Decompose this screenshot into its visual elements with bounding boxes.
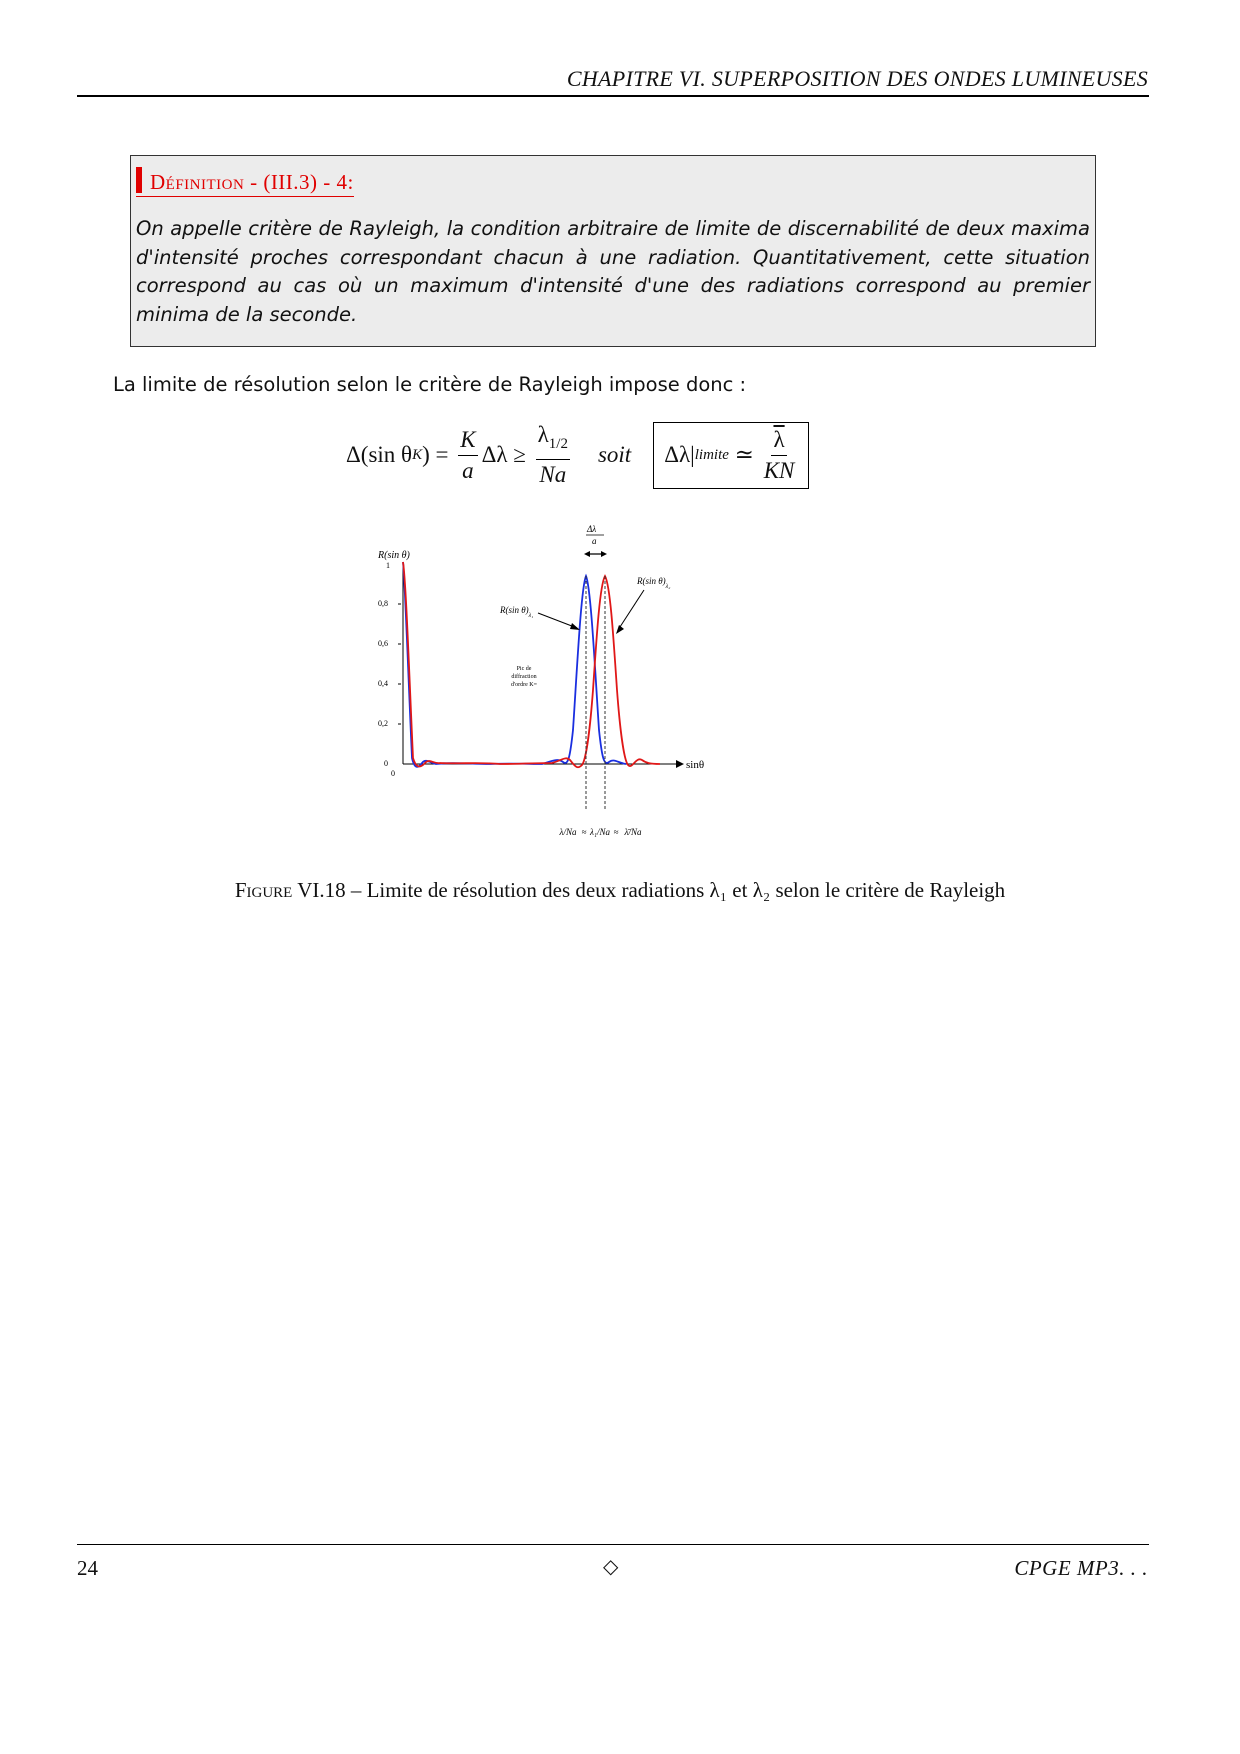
- eq-fraction-2: [536, 422, 570, 488]
- eq-fraction-3: [764, 427, 795, 484]
- svg-text:≈: ≈: [581, 827, 587, 837]
- chapter-header: CHAPITRE VI. SUPERPOSITION DES ONDES LUMINEUSES: [566, 66, 1148, 91]
- peak-annotation: [511, 666, 538, 688]
- svg-text:diffraction: diffraction: [511, 674, 537, 680]
- diamond-icon: ◇: [603, 1556, 619, 1578]
- rayleigh-figure: [370, 520, 760, 855]
- svg-text:Pic de: Pic de: [516, 666, 532, 672]
- eq-boxed-lhs: Δλ|: [664, 442, 695, 467]
- eq-soit: soit: [597, 442, 632, 467]
- eq-boxed-sub: limite: [694, 446, 729, 463]
- definition-label: Définition: [150, 170, 245, 194]
- svg-text:λ/Na: λ/Na: [559, 827, 577, 837]
- pointer-lambda2-icon: [616, 625, 624, 634]
- arrow-left-icon: [584, 551, 590, 557]
- svg-text:λ̄/Na: λ̄/Na: [624, 827, 642, 837]
- eq-lhs: Δ(sin θ: [346, 442, 413, 467]
- label-lambda2: R(sin $\theta)_{\lambda_2}$: [637, 576, 671, 590]
- caption-label: Figure VI.18: [234, 878, 346, 902]
- eq-frac2-num-sub: 1/2: [548, 436, 568, 452]
- x-origin-label: 0: [391, 769, 395, 778]
- x-axis-arrow-icon: [676, 760, 684, 768]
- pointer-lambda2: [618, 590, 644, 630]
- eq-boxed-rel: ≃: [728, 442, 760, 467]
- pointer-lambda1-icon: [570, 623, 580, 630]
- eq-frac2-num: λ: [537, 422, 549, 447]
- y-tick-label: 0,8: [378, 599, 388, 608]
- footer-rule: [77, 1544, 1149, 1545]
- curve-lambda2: [403, 562, 660, 767]
- header-rule: [77, 95, 1149, 97]
- intro-paragraph: La limite de résolution selon le critère de Rayleigh impose donc :: [113, 373, 747, 396]
- eq-frac2-num-wrap: [536, 422, 570, 460]
- y-ticks: [378, 561, 401, 768]
- label-lambda1: R(sin $\theta)_{\lambda_1}$: [500, 605, 534, 619]
- figure-caption: [0, 878, 1240, 903]
- y-tick-label: 0,2: [378, 719, 388, 728]
- arrow-right-icon: [601, 551, 607, 557]
- eq-fraction-1: [458, 427, 477, 484]
- eq-mid: Δλ ≥: [481, 442, 532, 467]
- eq-boxed-result: [653, 422, 809, 489]
- eq-frac1-num: K: [458, 427, 477, 456]
- y-tick-label: 0,4: [378, 679, 388, 688]
- y-tick-label: 1: [386, 561, 390, 570]
- delta-label-den: a: [592, 536, 597, 546]
- eq-frac1-den: a: [462, 457, 474, 483]
- page-number: 24: [77, 1556, 98, 1580]
- y-axis-label: R(sin θ): [378, 550, 410, 561]
- svg-text:≈: ≈: [613, 827, 619, 837]
- definition-title: [136, 170, 354, 197]
- definition-text: On appelle critère de Rayleigh, la condition arbitraire de limite de discernabilité de deux maxima d'intensité proches correspondant chacun à une radiation. Quantitativement, cette situation correspond au cas où un maximum d'intensité d'une des radiations correspond au premier minima de la seconde.: [136, 217, 1090, 326]
- rayleigh-equation: [346, 420, 809, 490]
- svg-text:d'ordre K=: d'ordre K=: [511, 682, 537, 688]
- eq-frac3-den: KN: [763, 457, 795, 483]
- eq-frac3-num: $\overline{\lambda}$: [771, 427, 786, 456]
- caption-text: – Limite de résolution des deux radiations λ₁ et λ₂ selon le critère de Rayleigh: [345, 878, 1006, 902]
- definition-ref: - (III.3) - 4:: [244, 170, 354, 194]
- x-axis-label: sinθ: [686, 759, 705, 771]
- bottom-formula: [559, 827, 642, 837]
- y-tick-label: 0: [384, 759, 388, 768]
- footer-title: CPGE MP3. . .: [1014, 1556, 1148, 1580]
- eq-lhs-sub: K: [412, 446, 423, 463]
- eq-frac2-den: Na: [539, 462, 567, 487]
- y-tick-label: 0,6: [378, 639, 388, 648]
- svg-text:λ₁/Na: λ₁/Na: [589, 827, 611, 837]
- delta-label-num: Δλ: [587, 524, 597, 534]
- eq-lhs-end: ) =: [422, 442, 455, 467]
- curve-lambda1: [403, 562, 626, 767]
